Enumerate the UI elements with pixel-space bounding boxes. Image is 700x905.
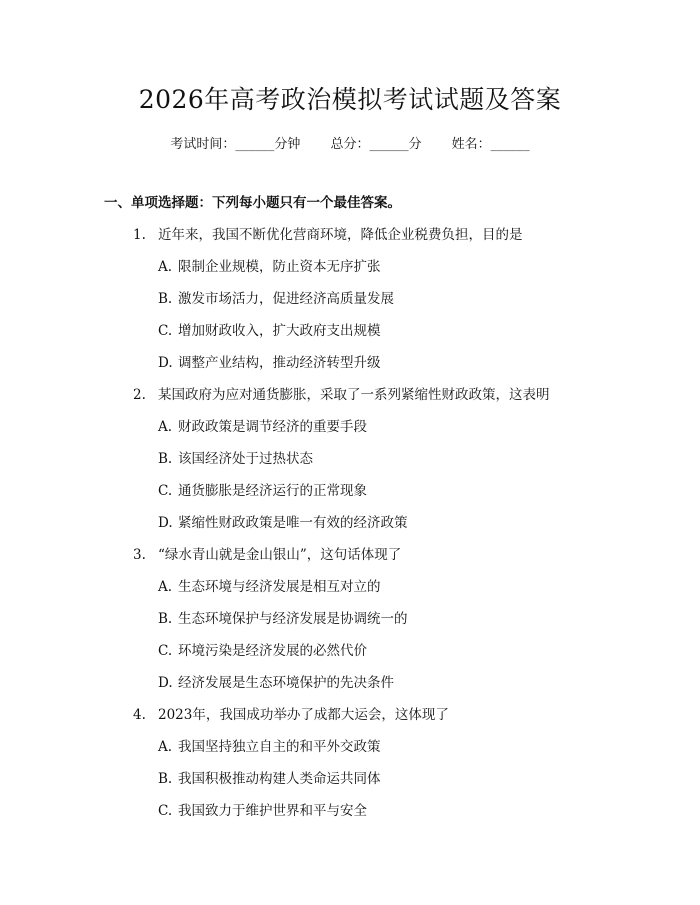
option-letter: C. (158, 643, 173, 659)
question-2 (133, 383, 550, 403)
exam-meta-line (0, 133, 700, 152)
option-text: 增加财政收入，扩大政府支出规模 (178, 323, 381, 339)
option-letter: C. (158, 323, 173, 339)
option-3a (158, 575, 381, 595)
option-letter: B. (158, 771, 173, 787)
option-text: 我国致力于维护世界和平与安全 (178, 803, 367, 819)
option-2b (158, 447, 313, 467)
question-text: 2023年，我国成功举办了成都大运会，这体现了 (158, 707, 449, 723)
option-letter: B. (158, 451, 173, 467)
option-3b (158, 607, 408, 627)
question-4 (133, 703, 449, 723)
page-title: 2026年高考政治模拟考试试题及答案 (138, 85, 562, 114)
option-letter: B. (158, 611, 173, 627)
option-text: 紧缩性财政政策是唯一有效的经济政策 (178, 515, 408, 531)
question-text: 近年来，我国不断优化营商环境，降低企业税费负担，目的是 (158, 227, 523, 243)
option-letter: A. (158, 259, 173, 275)
question-number: 4. (133, 707, 146, 723)
option-text: 财政政策是调节经济的重要手段 (178, 419, 367, 435)
option-1a (158, 255, 381, 275)
option-3d (158, 671, 394, 691)
option-text: 调整产业结构，推动经济转型升级 (178, 355, 381, 371)
total-score-field: 总分：______分 (330, 137, 422, 152)
option-text: 环境污染是经济发展的必然代价 (178, 643, 367, 659)
option-letter: C. (158, 483, 173, 499)
option-1b (158, 287, 394, 307)
option-4b (158, 767, 381, 787)
question-number: 1. (133, 227, 146, 243)
question-3 (133, 543, 401, 563)
option-2a (158, 415, 367, 435)
question-text: 某国政府为应对通货膨胀，采取了一系列紧缩性财政政策，这表明 (158, 387, 550, 403)
option-text: 经济发展是生态环境保护的先决条件 (178, 675, 394, 691)
option-4c (158, 799, 367, 819)
option-text: 我国积极推动构建人类命运共同体 (178, 771, 381, 787)
student-name-field: 姓名：______ (451, 137, 530, 152)
exam-time-field: 考试时间：______分钟 (170, 137, 301, 152)
option-letter: A. (158, 739, 173, 755)
question-number: 2. (133, 387, 146, 403)
question-number: 3. (133, 547, 146, 563)
question-text: “绿水青山就是金山银山”，这句话体现了 (158, 547, 402, 563)
option-letter: D. (158, 515, 173, 531)
option-letter: D. (158, 675, 173, 691)
option-4a (158, 735, 381, 755)
option-letter: B. (158, 291, 173, 307)
option-1d (158, 351, 381, 371)
option-1c (158, 319, 381, 339)
option-text: 生态环境保护与经济发展是协调统一的 (178, 611, 408, 627)
question-1 (133, 223, 523, 243)
option-text: 生态环境与经济发展是相互对立的 (178, 579, 381, 595)
option-2d (158, 511, 408, 531)
option-letter: D. (158, 355, 173, 371)
option-3c (158, 639, 367, 659)
option-letter: C. (158, 803, 173, 819)
option-text: 激发市场活力，促进经济高质量发展 (178, 291, 394, 307)
option-text: 我国坚持独立自主的和平外交政策 (178, 739, 381, 755)
option-text: 通货膨胀是经济运行的正常现象 (178, 483, 367, 499)
option-letter: A. (158, 579, 173, 595)
option-text: 该国经济处于过热状态 (178, 451, 313, 467)
option-text: 限制企业规模，防止资本无序扩张 (178, 259, 381, 275)
option-2c (158, 479, 367, 499)
option-letter: A. (158, 419, 173, 435)
section-heading: 一、单项选择题：下列每小题只有一个最佳答案。 (104, 195, 401, 211)
